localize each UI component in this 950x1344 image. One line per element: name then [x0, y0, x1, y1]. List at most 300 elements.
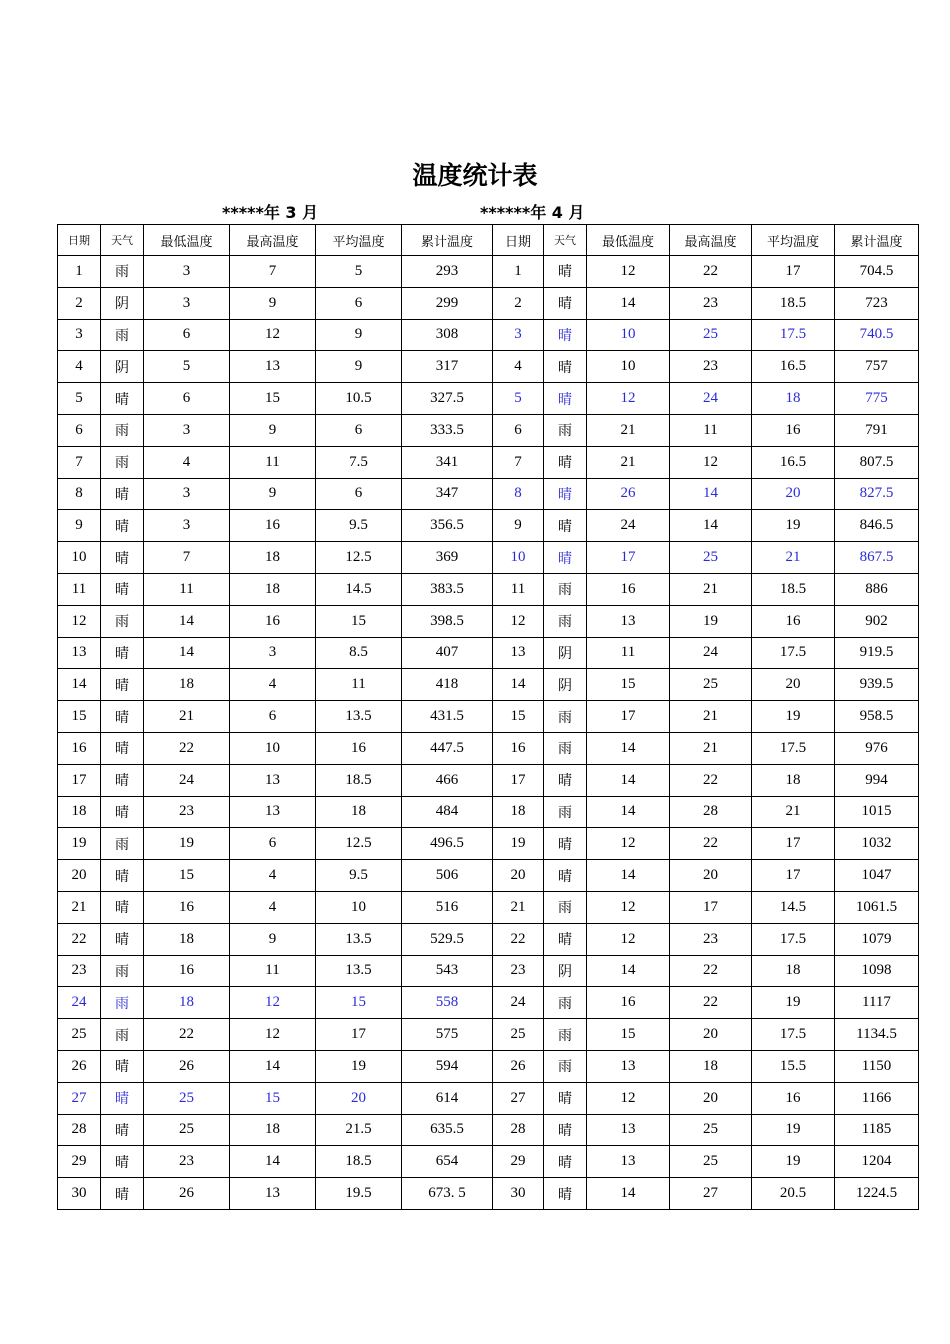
cell-min-temp-april: 12 — [587, 923, 670, 955]
cell-weather-april: 雨 — [544, 573, 587, 605]
cell-min-temp-april: 13 — [587, 1050, 670, 1082]
cell-min-temp-april: 16 — [587, 987, 670, 1019]
cell-max-temp-april: 25 — [670, 542, 752, 574]
cell-avg-temp-march: 6 — [316, 478, 402, 510]
cell-weather-april: 雨 — [544, 891, 587, 923]
cell-min-temp-march: 18 — [144, 987, 230, 1019]
table-row — [58, 573, 919, 605]
header-cumulative-temp-april: 累计温度 — [835, 225, 919, 256]
cell-date-march: 21 — [58, 891, 101, 923]
cell-avg-temp-march: 18.5 — [316, 764, 402, 796]
cell-weather-march: 雨 — [101, 414, 144, 446]
cell-max-temp-april: 22 — [670, 256, 752, 288]
cell-date-march: 7 — [58, 446, 101, 478]
cell-cumulative-temp-march: 484 — [402, 796, 493, 828]
cell-min-temp-april: 11 — [587, 637, 670, 669]
cell-max-temp-march: 4 — [230, 860, 316, 892]
cell-weather-march: 阴 — [101, 287, 144, 319]
cell-cumulative-temp-march: 516 — [402, 891, 493, 923]
cell-max-temp-march: 9 — [230, 287, 316, 319]
cell-max-temp-april: 25 — [670, 319, 752, 351]
cell-avg-temp-march: 13.5 — [316, 955, 402, 987]
cell-date-march: 30 — [58, 1178, 101, 1210]
cell-max-temp-march: 10 — [230, 732, 316, 764]
cell-date-march: 24 — [58, 987, 101, 1019]
cell-max-temp-april: 14 — [670, 510, 752, 542]
cell-avg-temp-march: 19.5 — [316, 1178, 402, 1210]
cell-cumulative-temp-march: 407 — [402, 637, 493, 669]
cell-avg-temp-march: 9 — [316, 351, 402, 383]
cell-weather-march: 晴 — [101, 732, 144, 764]
cell-cumulative-temp-april: 867.5 — [835, 542, 919, 574]
cell-avg-temp-april: 19 — [752, 510, 835, 542]
table-row — [58, 414, 919, 446]
cell-avg-temp-march: 9.5 — [316, 860, 402, 892]
cell-min-temp-march: 26 — [144, 1178, 230, 1210]
table-row — [58, 383, 919, 415]
cell-min-temp-april: 14 — [587, 860, 670, 892]
cell-max-temp-march: 4 — [230, 669, 316, 701]
cell-cumulative-temp-march: 614 — [402, 1082, 493, 1114]
cell-cumulative-temp-april: 1166 — [835, 1082, 919, 1114]
cell-cumulative-temp-march: 293 — [402, 256, 493, 288]
cell-max-temp-march: 18 — [230, 542, 316, 574]
table-row — [58, 256, 919, 288]
cell-weather-march: 晴 — [101, 478, 144, 510]
cell-date-april: 30 — [493, 1178, 544, 1210]
cell-avg-temp-march: 17 — [316, 1019, 402, 1051]
cell-max-temp-april: 23 — [670, 923, 752, 955]
cell-date-april: 5 — [493, 383, 544, 415]
cell-max-temp-april: 22 — [670, 987, 752, 1019]
cell-min-temp-march: 23 — [144, 1146, 230, 1178]
cell-cumulative-temp-april: 1185 — [835, 1114, 919, 1146]
table-row — [58, 478, 919, 510]
cell-weather-april: 晴 — [544, 542, 587, 574]
cell-min-temp-march: 23 — [144, 796, 230, 828]
cell-avg-temp-april: 16 — [752, 414, 835, 446]
header-weather-april: 天气 — [544, 225, 587, 256]
cell-weather-march: 晴 — [101, 1178, 144, 1210]
cell-max-temp-march: 3 — [230, 637, 316, 669]
cell-max-temp-april: 27 — [670, 1178, 752, 1210]
cell-min-temp-april: 14 — [587, 955, 670, 987]
cell-max-temp-april: 22 — [670, 955, 752, 987]
cell-date-march: 20 — [58, 860, 101, 892]
cell-avg-temp-march: 6 — [316, 414, 402, 446]
cell-max-temp-april: 14 — [670, 478, 752, 510]
cell-avg-temp-april: 17.5 — [752, 923, 835, 955]
cell-avg-temp-march: 8.5 — [316, 637, 402, 669]
cell-max-temp-march: 14 — [230, 1146, 316, 1178]
cell-min-temp-april: 24 — [587, 510, 670, 542]
cell-avg-temp-april: 14.5 — [752, 891, 835, 923]
cell-avg-temp-april: 20 — [752, 478, 835, 510]
table-row — [58, 860, 919, 892]
table-row — [58, 764, 919, 796]
cell-avg-temp-april: 19 — [752, 1114, 835, 1146]
cell-avg-temp-march: 9.5 — [316, 510, 402, 542]
cell-min-temp-april: 14 — [587, 1178, 670, 1210]
cell-min-temp-march: 6 — [144, 383, 230, 415]
cell-min-temp-march: 26 — [144, 1050, 230, 1082]
cell-max-temp-march: 7 — [230, 256, 316, 288]
cell-min-temp-march: 7 — [144, 542, 230, 574]
table-row — [58, 955, 919, 987]
cell-avg-temp-april: 17 — [752, 828, 835, 860]
cell-max-temp-march: 4 — [230, 891, 316, 923]
cell-max-temp-march: 13 — [230, 796, 316, 828]
table-row — [58, 542, 919, 574]
table-row — [58, 1178, 919, 1210]
cell-max-temp-april: 11 — [670, 414, 752, 446]
cell-min-temp-march: 4 — [144, 446, 230, 478]
cell-max-temp-april: 24 — [670, 383, 752, 415]
cell-avg-temp-march: 12.5 — [316, 828, 402, 860]
cell-avg-temp-march: 10.5 — [316, 383, 402, 415]
cell-min-temp-march: 3 — [144, 510, 230, 542]
cell-weather-march: 晴 — [101, 669, 144, 701]
cell-cumulative-temp-april: 1047 — [835, 860, 919, 892]
cell-max-temp-april: 25 — [670, 1146, 752, 1178]
cell-date-april: 7 — [493, 446, 544, 478]
cell-cumulative-temp-march: 369 — [402, 542, 493, 574]
cell-avg-temp-march: 10 — [316, 891, 402, 923]
cell-cumulative-temp-march: 575 — [402, 1019, 493, 1051]
cell-date-march: 4 — [58, 351, 101, 383]
cell-avg-temp-march: 19 — [316, 1050, 402, 1082]
cell-weather-april: 雨 — [544, 1050, 587, 1082]
cell-date-april: 17 — [493, 764, 544, 796]
cell-date-april: 23 — [493, 955, 544, 987]
cell-date-march: 25 — [58, 1019, 101, 1051]
cell-min-temp-march: 25 — [144, 1114, 230, 1146]
cell-max-temp-march: 11 — [230, 955, 316, 987]
cell-weather-april: 雨 — [544, 1019, 587, 1051]
cell-date-march: 22 — [58, 923, 101, 955]
cell-max-temp-march: 16 — [230, 605, 316, 637]
cell-max-temp-april: 21 — [670, 701, 752, 733]
cell-date-march: 29 — [58, 1146, 101, 1178]
cell-avg-temp-march: 6 — [316, 287, 402, 319]
cell-cumulative-temp-april: 791 — [835, 414, 919, 446]
cell-max-temp-april: 21 — [670, 573, 752, 605]
table-row — [58, 510, 919, 542]
cell-cumulative-temp-march: 333.5 — [402, 414, 493, 446]
table-row — [58, 669, 919, 701]
table-row — [58, 1019, 919, 1051]
cell-min-temp-april: 10 — [587, 319, 670, 351]
cell-avg-temp-april: 18 — [752, 764, 835, 796]
cell-weather-april: 雨 — [544, 732, 587, 764]
cell-min-temp-april: 26 — [587, 478, 670, 510]
cell-date-april: 29 — [493, 1146, 544, 1178]
cell-date-april: 11 — [493, 573, 544, 605]
cell-cumulative-temp-march: 654 — [402, 1146, 493, 1178]
cell-date-march: 10 — [58, 542, 101, 574]
cell-cumulative-temp-march: 356.5 — [402, 510, 493, 542]
cell-weather-march: 晴 — [101, 923, 144, 955]
table-row — [58, 1114, 919, 1146]
cell-weather-march: 雨 — [101, 446, 144, 478]
cell-cumulative-temp-march: 529.5 — [402, 923, 493, 955]
cell-date-march: 8 — [58, 478, 101, 510]
cell-min-temp-march: 18 — [144, 669, 230, 701]
cell-min-temp-april: 16 — [587, 573, 670, 605]
cell-weather-march: 晴 — [101, 701, 144, 733]
cell-weather-march: 雨 — [101, 256, 144, 288]
table-row — [58, 319, 919, 351]
cell-weather-march: 雨 — [101, 955, 144, 987]
cell-date-april: 13 — [493, 637, 544, 669]
cell-avg-temp-april: 18.5 — [752, 287, 835, 319]
cell-date-march: 14 — [58, 669, 101, 701]
cell-cumulative-temp-march: 327.5 — [402, 383, 493, 415]
cell-weather-april: 雨 — [544, 796, 587, 828]
cell-cumulative-temp-april: 1061.5 — [835, 891, 919, 923]
cell-max-temp-april: 20 — [670, 1082, 752, 1114]
cell-min-temp-april: 13 — [587, 605, 670, 637]
header-cumulative-temp-march: 累计温度 — [402, 225, 493, 256]
cell-date-april: 9 — [493, 510, 544, 542]
cell-date-march: 11 — [58, 573, 101, 605]
cell-date-april: 14 — [493, 669, 544, 701]
cell-date-march: 28 — [58, 1114, 101, 1146]
cell-min-temp-april: 13 — [587, 1114, 670, 1146]
cell-max-temp-april: 22 — [670, 828, 752, 860]
header-max-temp-april: 最高温度 — [670, 225, 752, 256]
cell-date-march: 2 — [58, 287, 101, 319]
cell-max-temp-march: 11 — [230, 446, 316, 478]
cell-date-march: 15 — [58, 701, 101, 733]
cell-avg-temp-march: 5 — [316, 256, 402, 288]
cell-cumulative-temp-april: 807.5 — [835, 446, 919, 478]
cell-weather-march: 雨 — [101, 605, 144, 637]
cell-min-temp-march: 3 — [144, 478, 230, 510]
cell-max-temp-march: 13 — [230, 1178, 316, 1210]
cell-min-temp-march: 22 — [144, 732, 230, 764]
cell-date-april: 10 — [493, 542, 544, 574]
cell-cumulative-temp-april: 1117 — [835, 987, 919, 1019]
cell-cumulative-temp-april: 704.5 — [835, 256, 919, 288]
cell-cumulative-temp-march: 431.5 — [402, 701, 493, 733]
cell-date-april: 26 — [493, 1050, 544, 1082]
cell-max-temp-april: 12 — [670, 446, 752, 478]
cell-max-temp-april: 20 — [670, 1019, 752, 1051]
cell-cumulative-temp-march: 308 — [402, 319, 493, 351]
cell-date-march: 26 — [58, 1050, 101, 1082]
cell-date-april: 20 — [493, 860, 544, 892]
cell-cumulative-temp-march: 447.5 — [402, 732, 493, 764]
cell-date-march: 6 — [58, 414, 101, 446]
cell-cumulative-temp-march: 299 — [402, 287, 493, 319]
cell-cumulative-temp-april: 775 — [835, 383, 919, 415]
cell-avg-temp-april: 17.5 — [752, 732, 835, 764]
cell-weather-april: 晴 — [544, 923, 587, 955]
header-date-march: 日期 — [58, 225, 101, 256]
cell-cumulative-temp-april: 757 — [835, 351, 919, 383]
cell-date-april: 2 — [493, 287, 544, 319]
cell-date-april: 24 — [493, 987, 544, 1019]
cell-date-march: 3 — [58, 319, 101, 351]
cell-min-temp-april: 14 — [587, 287, 670, 319]
cell-min-temp-april: 13 — [587, 1146, 670, 1178]
cell-avg-temp-march: 18 — [316, 796, 402, 828]
table-row — [58, 1050, 919, 1082]
cell-date-april: 25 — [493, 1019, 544, 1051]
cell-weather-march: 雨 — [101, 319, 144, 351]
cell-avg-temp-april: 18 — [752, 955, 835, 987]
cell-min-temp-april: 14 — [587, 796, 670, 828]
cell-weather-april: 雨 — [544, 987, 587, 1019]
cell-max-temp-april: 25 — [670, 669, 752, 701]
cell-cumulative-temp-march: 383.5 — [402, 573, 493, 605]
cell-date-april: 12 — [493, 605, 544, 637]
cell-max-temp-april: 23 — [670, 287, 752, 319]
cell-cumulative-temp-april: 919.5 — [835, 637, 919, 669]
cell-cumulative-temp-april: 902 — [835, 605, 919, 637]
cell-max-temp-april: 24 — [670, 637, 752, 669]
cell-min-temp-march: 19 — [144, 828, 230, 860]
cell-min-temp-april: 12 — [587, 828, 670, 860]
cell-min-temp-march: 18 — [144, 923, 230, 955]
cell-min-temp-april: 12 — [587, 1082, 670, 1114]
cell-weather-april: 晴 — [544, 1114, 587, 1146]
cell-avg-temp-march: 11 — [316, 669, 402, 701]
cell-avg-temp-april: 16 — [752, 605, 835, 637]
cell-date-march: 18 — [58, 796, 101, 828]
cell-weather-march: 晴 — [101, 1146, 144, 1178]
cell-weather-march: 晴 — [101, 1082, 144, 1114]
cell-date-april: 19 — [493, 828, 544, 860]
cell-max-temp-march: 12 — [230, 987, 316, 1019]
cell-avg-temp-april: 16.5 — [752, 351, 835, 383]
cell-min-temp-march: 14 — [144, 605, 230, 637]
cell-cumulative-temp-april: 740.5 — [835, 319, 919, 351]
cell-weather-march: 晴 — [101, 542, 144, 574]
table-row — [58, 1082, 919, 1114]
cell-avg-temp-april: 19 — [752, 701, 835, 733]
cell-max-temp-march: 18 — [230, 1114, 316, 1146]
cell-min-temp-march: 24 — [144, 764, 230, 796]
cell-cumulative-temp-april: 1150 — [835, 1050, 919, 1082]
cell-weather-march: 晴 — [101, 1050, 144, 1082]
cell-cumulative-temp-march: 496.5 — [402, 828, 493, 860]
cell-max-temp-march: 15 — [230, 1082, 316, 1114]
cell-date-march: 13 — [58, 637, 101, 669]
cell-date-march: 17 — [58, 764, 101, 796]
cell-min-temp-april: 12 — [587, 256, 670, 288]
cell-cumulative-temp-april: 1134.5 — [835, 1019, 919, 1051]
cell-weather-april: 晴 — [544, 319, 587, 351]
cell-weather-april: 晴 — [544, 1178, 587, 1210]
cell-weather-march: 雨 — [101, 987, 144, 1019]
cell-weather-march: 雨 — [101, 828, 144, 860]
cell-weather-march: 晴 — [101, 764, 144, 796]
table-row — [58, 828, 919, 860]
cell-avg-temp-april: 21 — [752, 542, 835, 574]
cell-max-temp-april: 23 — [670, 351, 752, 383]
cell-date-april: 18 — [493, 796, 544, 828]
cell-weather-april: 晴 — [544, 446, 587, 478]
cell-date-march: 5 — [58, 383, 101, 415]
cell-min-temp-march: 3 — [144, 256, 230, 288]
march-label: *****年 3 月 — [222, 203, 319, 222]
cell-avg-temp-april: 21 — [752, 796, 835, 828]
cell-min-temp-april: 21 — [587, 446, 670, 478]
cell-min-temp-march: 16 — [144, 891, 230, 923]
cell-avg-temp-april: 17 — [752, 860, 835, 892]
cell-avg-temp-april: 18.5 — [752, 573, 835, 605]
cell-cumulative-temp-april: 1204 — [835, 1146, 919, 1178]
cell-weather-march: 晴 — [101, 510, 144, 542]
cell-weather-april: 晴 — [544, 510, 587, 542]
cell-cumulative-temp-march: 398.5 — [402, 605, 493, 637]
cell-max-temp-april: 28 — [670, 796, 752, 828]
cell-avg-temp-april: 20 — [752, 669, 835, 701]
cell-cumulative-temp-april: 886 — [835, 573, 919, 605]
cell-max-temp-march: 6 — [230, 701, 316, 733]
cell-date-march: 12 — [58, 605, 101, 637]
cell-weather-april: 晴 — [544, 1146, 587, 1178]
cell-weather-march: 晴 — [101, 860, 144, 892]
cell-avg-temp-april: 16.5 — [752, 446, 835, 478]
cell-avg-temp-march: 13.5 — [316, 923, 402, 955]
cell-date-april: 16 — [493, 732, 544, 764]
cell-max-temp-march: 14 — [230, 1050, 316, 1082]
cell-date-march: 19 — [58, 828, 101, 860]
cell-cumulative-temp-april: 1032 — [835, 828, 919, 860]
cell-date-march: 9 — [58, 510, 101, 542]
cell-cumulative-temp-march: 347 — [402, 478, 493, 510]
cell-min-temp-march: 21 — [144, 701, 230, 733]
cell-date-april: 27 — [493, 1082, 544, 1114]
cell-cumulative-temp-march: 635.5 — [402, 1114, 493, 1146]
cell-max-temp-march: 18 — [230, 573, 316, 605]
april-label: ******年 4 月 — [480, 203, 585, 222]
table-row — [58, 796, 919, 828]
cell-weather-april: 晴 — [544, 764, 587, 796]
cell-cumulative-temp-march: 317 — [402, 351, 493, 383]
cell-date-march: 23 — [58, 955, 101, 987]
cell-min-temp-march: 3 — [144, 414, 230, 446]
cell-cumulative-temp-march: 341 — [402, 446, 493, 478]
cell-weather-april: 晴 — [544, 351, 587, 383]
cell-max-temp-march: 9 — [230, 414, 316, 446]
cell-max-temp-march: 9 — [230, 478, 316, 510]
cell-cumulative-temp-april: 1098 — [835, 955, 919, 987]
cell-weather-april: 雨 — [544, 701, 587, 733]
table-row — [58, 637, 919, 669]
cell-max-temp-march: 13 — [230, 351, 316, 383]
header-avg-temp-april: 平均温度 — [752, 225, 835, 256]
cell-min-temp-march: 16 — [144, 955, 230, 987]
cell-min-temp-march: 6 — [144, 319, 230, 351]
header-date-april: 日期 — [493, 225, 544, 256]
cell-date-april: 4 — [493, 351, 544, 383]
cell-date-april: 21 — [493, 891, 544, 923]
cell-min-temp-april: 14 — [587, 732, 670, 764]
table-row — [58, 351, 919, 383]
header-row — [58, 225, 919, 256]
cell-weather-march: 晴 — [101, 637, 144, 669]
cell-avg-temp-april: 19 — [752, 1146, 835, 1178]
cell-cumulative-temp-march: 418 — [402, 669, 493, 701]
table-row — [58, 446, 919, 478]
cell-min-temp-april: 17 — [587, 701, 670, 733]
cell-avg-temp-march: 14.5 — [316, 573, 402, 605]
cell-cumulative-temp-march: 466 — [402, 764, 493, 796]
